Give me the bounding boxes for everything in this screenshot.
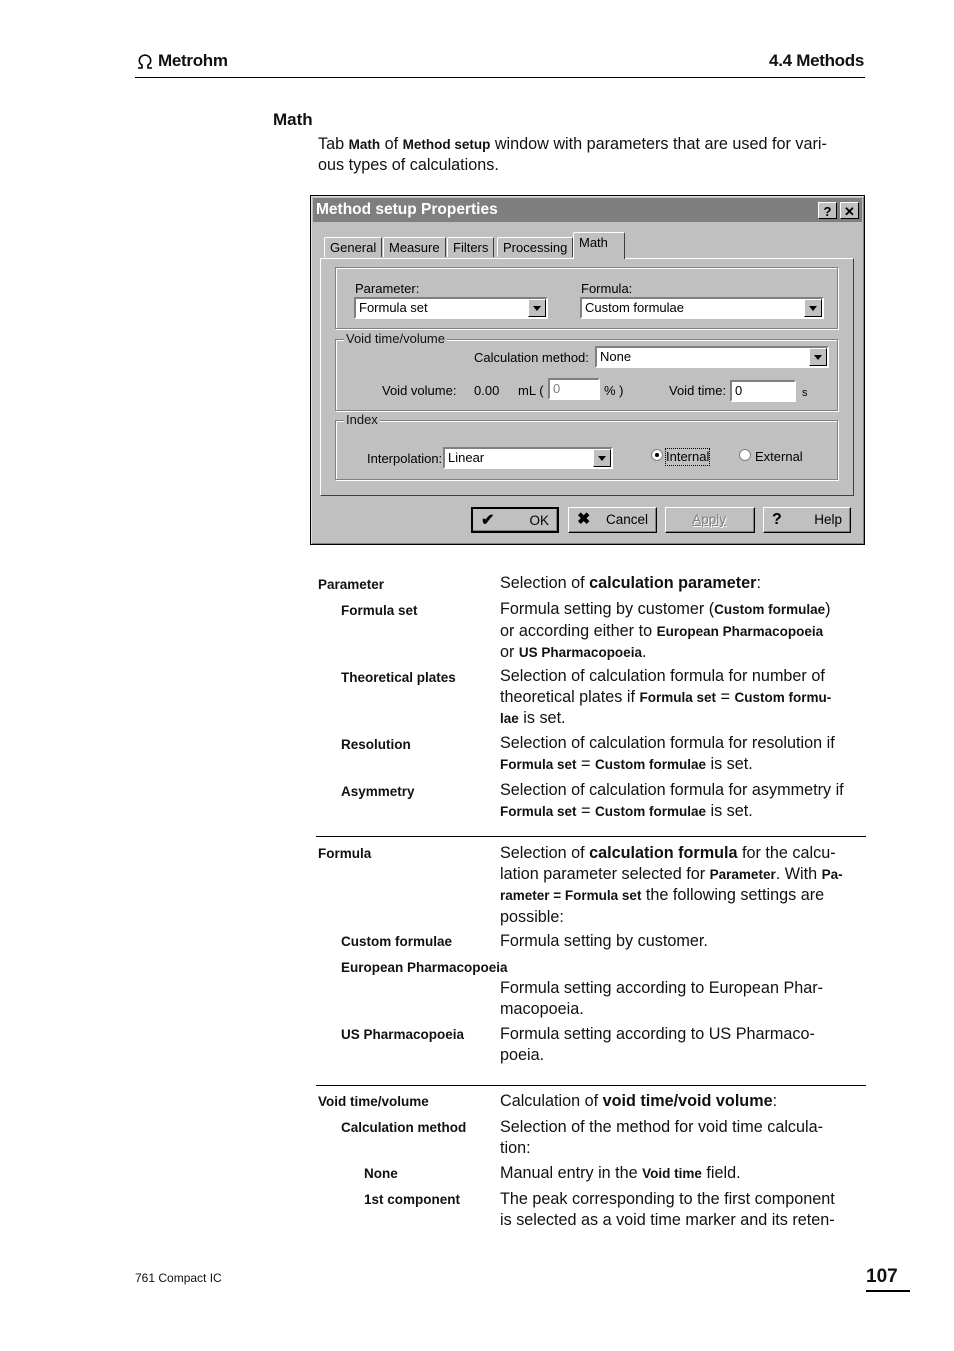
ml-unit: mL ( (518, 383, 544, 398)
calc-method-label: Calculation method: (474, 350, 589, 365)
chevron-down-icon[interactable] (804, 299, 822, 317)
percent-unit: % ) (604, 383, 624, 398)
dialog-title-bar (313, 198, 862, 222)
void-volume-value: 0.00 (474, 383, 500, 398)
question-icon: ? (772, 511, 782, 528)
param-1st-component-desc: The peak corresponding to the first component is selected as a void time marker and its reten- (500, 1190, 835, 1229)
parameter-label: Parameter: (355, 281, 420, 296)
param-formula-desc: Selection of calculation formula for the calcu- lation parameter selected for Parameter. With Pa- rameter = Formula set the following settings are possible: (500, 844, 843, 926)
tab-math[interactable]: Math (573, 232, 625, 259)
parameter-select[interactable]: Formula set (354, 297, 548, 319)
help-title-button[interactable]: ? (818, 202, 837, 219)
chevron-down-icon[interactable] (528, 299, 546, 317)
param-formula-label: Formula (318, 846, 372, 861)
param-custom-formulae-desc: Formula setting by customer. (500, 932, 708, 950)
void-volume-label: Void volume: (382, 383, 457, 398)
void-group-label: Void time/volume (346, 331, 445, 346)
help-button[interactable]: ? Help (763, 507, 851, 533)
calc-method-select[interactable]: None (595, 346, 829, 368)
param-calc-method-label: Calculation method (341, 1120, 467, 1135)
radio-internal[interactable] (651, 449, 663, 461)
section-header: 4.4 Methods (769, 51, 864, 70)
void-time-field[interactable]: 0 (730, 380, 796, 402)
x-icon: ✖ (577, 511, 591, 528)
void-time-label: Void time: (669, 383, 727, 398)
cancel-button[interactable]: ✖ Cancel (568, 507, 657, 533)
param-asymmetry-label: Asymmetry (341, 784, 415, 799)
param-none-label: None (364, 1166, 398, 1181)
tab-filters[interactable]: Filters (447, 237, 494, 257)
param-void-desc: Calculation of void time/void volume: (500, 1092, 778, 1110)
formula-label: Formula: (581, 281, 633, 296)
page-number-rule (866, 1290, 910, 1292)
apply-button[interactable]: Apply (665, 507, 755, 533)
chevron-down-icon[interactable] (593, 449, 611, 467)
param-us-label: US Pharmacopoeia (341, 1027, 465, 1042)
param-none-desc: Manual entry in the Void time field. (500, 1164, 741, 1182)
section-divider (316, 836, 866, 837)
radio-external[interactable] (739, 449, 751, 461)
close-icon[interactable]: ✕ (840, 202, 859, 219)
dialog-title: Method setup Properties (316, 201, 498, 218)
param-resolution-label: Resolution (341, 737, 411, 752)
param-void-label: Void time/volume (318, 1094, 429, 1109)
index-group-label: Index (346, 412, 378, 427)
interpolation-label: Interpolation: (367, 451, 443, 466)
param-asymmetry-desc: Selection of calculation formula for asymmetry if Formula set = Custom formulae is set. (500, 781, 844, 820)
param-formula-set-desc: Formula setting by customer (Custom formulae) or according either to European Pharmacopoeia or US Pharmacopoeia. (500, 600, 831, 662)
checkmark-icon: ✔ (481, 512, 495, 529)
ok-button[interactable]: ✔ OK (471, 507, 559, 533)
omega-logo-icon (135, 53, 155, 69)
seconds-unit: s (802, 387, 808, 399)
param-parameter-desc: Selection of calculation parameter: (500, 574, 761, 592)
param-european-label: European Pharmacopoeia (341, 960, 508, 975)
math-tab-panel (320, 258, 854, 496)
page-number: 107 (866, 1266, 898, 1287)
param-european-desc: Formula setting according to European Phar- macopoeia. (500, 979, 824, 1018)
tab-measure[interactable]: Measure (383, 237, 446, 257)
param-parameter-label: Parameter (318, 577, 385, 592)
param-calc-method-desc: Selection of the method for void time calcula- tion: (500, 1118, 824, 1157)
param-us-desc: Formula setting according to US Pharmaco- poeia. (500, 1025, 815, 1064)
radio-internal-label[interactable]: Internal (666, 449, 710, 464)
section-divider (316, 1085, 866, 1086)
intro-paragraph: Tab Math of Method setup window with parameters that are used for vari- ous types of calculations. (318, 135, 827, 174)
interpolation-select[interactable]: Linear (443, 447, 613, 469)
param-resolution-desc: Selection of calculation formula for resolution if Formula set = Custom formulae is set. (500, 734, 835, 773)
footer-product: 761 Compact IC (135, 1271, 222, 1285)
section-title: Math (273, 110, 313, 129)
param-custom-formulae-label: Custom formulae (341, 934, 453, 949)
param-1st-component-label: 1st component (364, 1192, 461, 1207)
brand-logo (135, 51, 228, 71)
tab-general[interactable]: General (324, 237, 382, 257)
method-setup-dialog (310, 195, 865, 545)
void-percent-field[interactable]: 0 (548, 378, 600, 400)
param-formula-set-label: Formula set (341, 603, 418, 618)
param-theoretical-plates-label: Theoretical plates (341, 670, 456, 685)
formula-select[interactable]: Custom formulae (580, 297, 824, 319)
tab-processing[interactable]: Processing (497, 237, 573, 257)
param-theoretical-plates-desc: Selection of calculation formula for number of theoretical plates if Formula set = Custom formu- lae is set. (500, 667, 832, 728)
brand-name: Metrohm (158, 51, 228, 70)
radio-external-label[interactable]: External (755, 449, 803, 464)
header-rule (135, 77, 865, 78)
chevron-down-icon[interactable] (809, 348, 827, 366)
